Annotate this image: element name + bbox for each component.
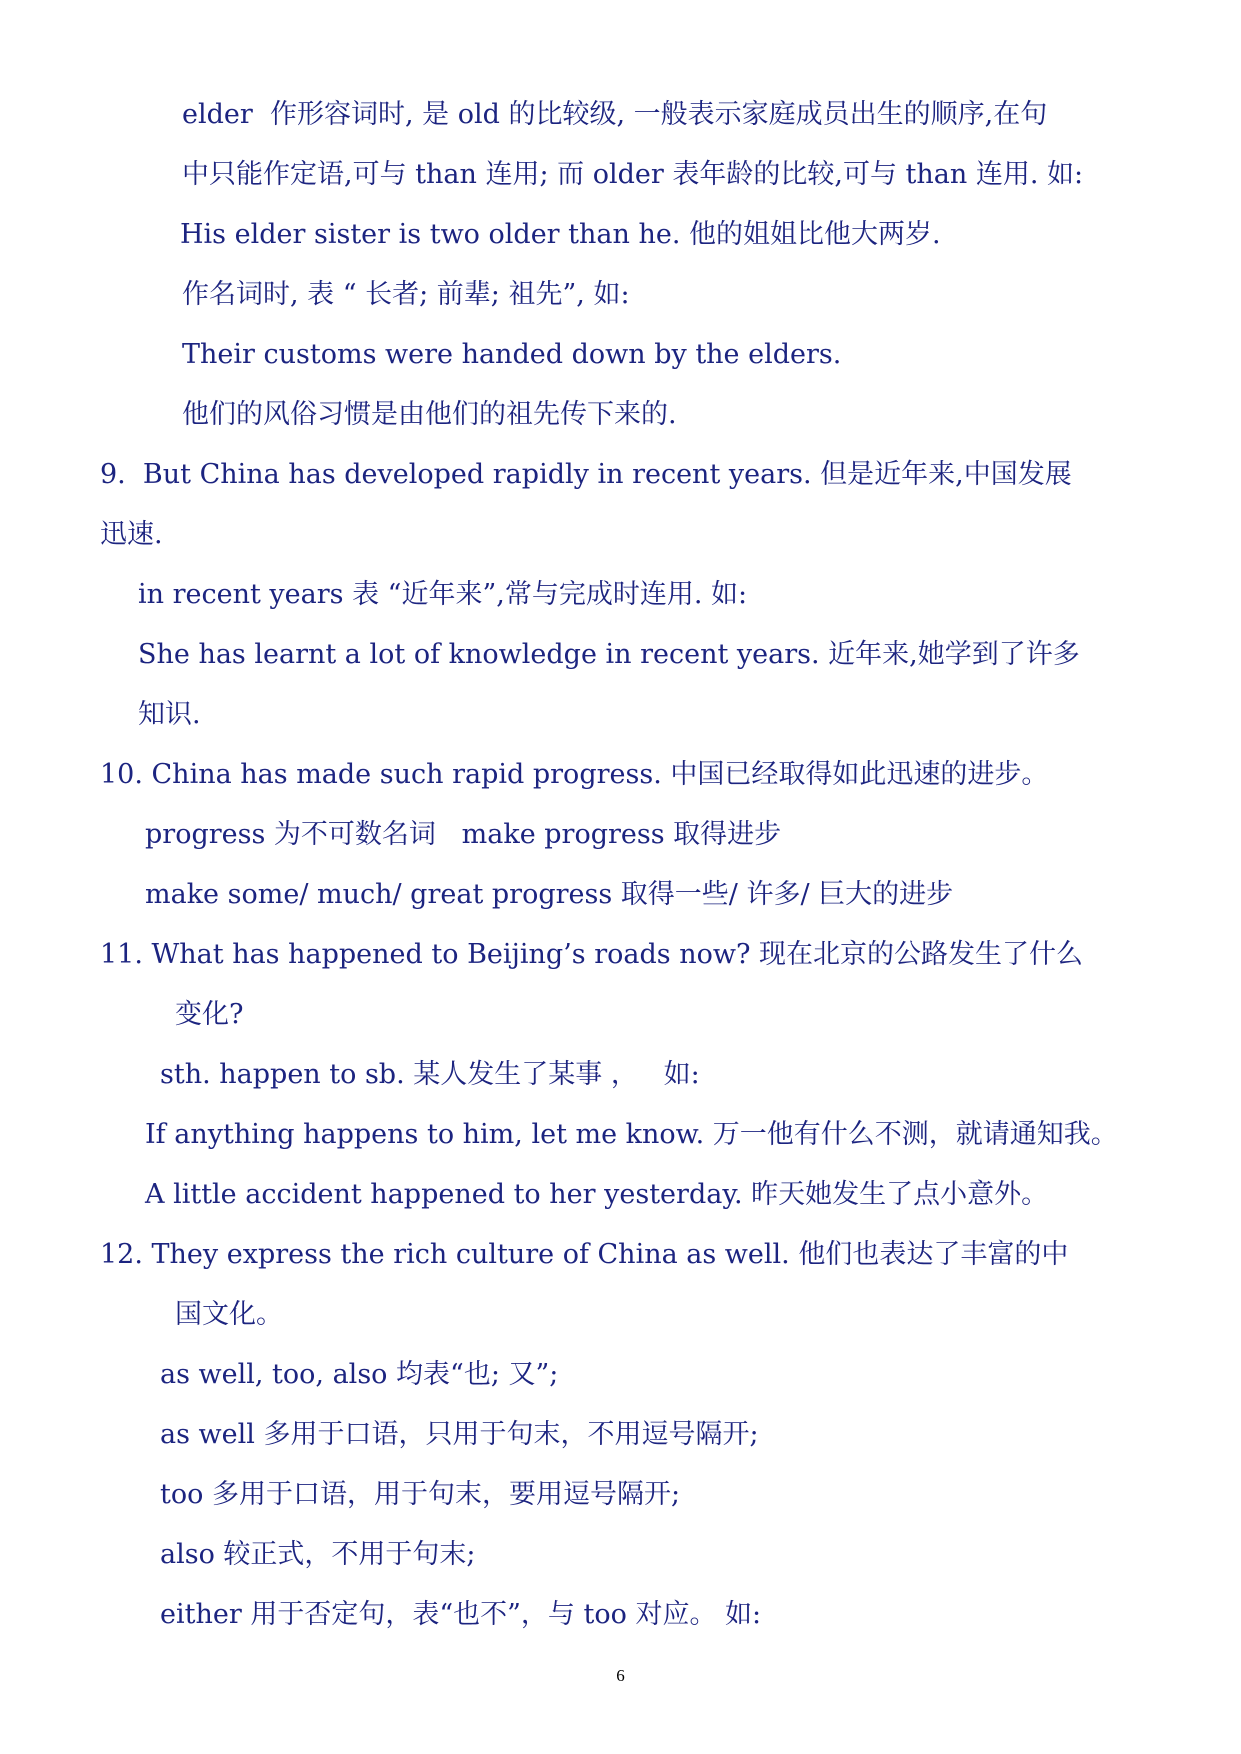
text-line: 变化?: [175, 999, 244, 1030]
text-line: as well 多用于口语，只用于句末，不用逗号隔开;: [160, 1419, 759, 1450]
numbered-item-12: 12. They express the rich culture of China as well. 他们也表达了丰富的中: [100, 1239, 1069, 1270]
text-line: 作名词时, 表 “ 长者; 前辈; 祖先”, 如:: [182, 279, 630, 310]
text-line: His elder sister is two older than he. 他的姐姐比他大两岁.: [180, 219, 941, 250]
text-line: as well, too, also 均表“也; 又”;: [160, 1359, 559, 1390]
text-line: 知识.: [138, 699, 201, 730]
text-line: 中只能作定语,可与 than 连用; 而 older 表年龄的比较,可与 than 连用. 如:: [182, 159, 1084, 190]
numbered-item-11: 11. What has happened to Beijing’s roads now? 现在北京的公路发生了什么: [100, 939, 1084, 970]
text-line: in recent years 表 “近年来”,常与完成时连用. 如:: [138, 579, 748, 610]
page-number: 6: [616, 1666, 625, 1685]
text-line: sth. happen to sb. 某人发生了某事 ， 如:: [160, 1059, 700, 1090]
text-line: 迅速.: [100, 519, 163, 550]
text-line: 他们的风俗习惯是由他们的祖先传下来的.: [182, 399, 677, 430]
text-line: elder 作形容词时, 是 old 的比较级, 一般表示家庭成员出生的顺序,在句: [182, 99, 1048, 130]
text-line: make some/ much/ great progress 取得一些/ 许多/ 巨大的进步: [145, 879, 954, 910]
text-line: too 多用于口语，用于句末，要用逗号隔开;: [160, 1479, 681, 1510]
numbered-item-9: 9. But China has developed rapidly in recent years. 但是近年来,中国发展: [100, 459, 1072, 490]
text-line: also 较正式，不用于句末;: [160, 1539, 476, 1570]
text-line: If anything happens to him, let me know. 万一他有什么不测，就请通知我。: [145, 1119, 1118, 1150]
text-line: A little accident happened to her yesterday. 昨天她发生了点小意外。: [145, 1179, 1049, 1210]
text-line: Their customs were handed down by the elders.: [182, 339, 842, 370]
text-line: progress 为不可数名词 make progress 取得进步: [145, 819, 782, 850]
text-line: She has learnt a lot of knowledge in recent years. 近年来,她学到了许多: [138, 639, 1080, 670]
numbered-item-10: 10. China has made such rapid progress. 中国已经取得如此迅速的进步。: [100, 759, 1049, 790]
text-line: either 用于否定句，表“也不”，与 too 对应。 如:: [160, 1599, 762, 1630]
text-line: 国文化。: [175, 1299, 283, 1330]
